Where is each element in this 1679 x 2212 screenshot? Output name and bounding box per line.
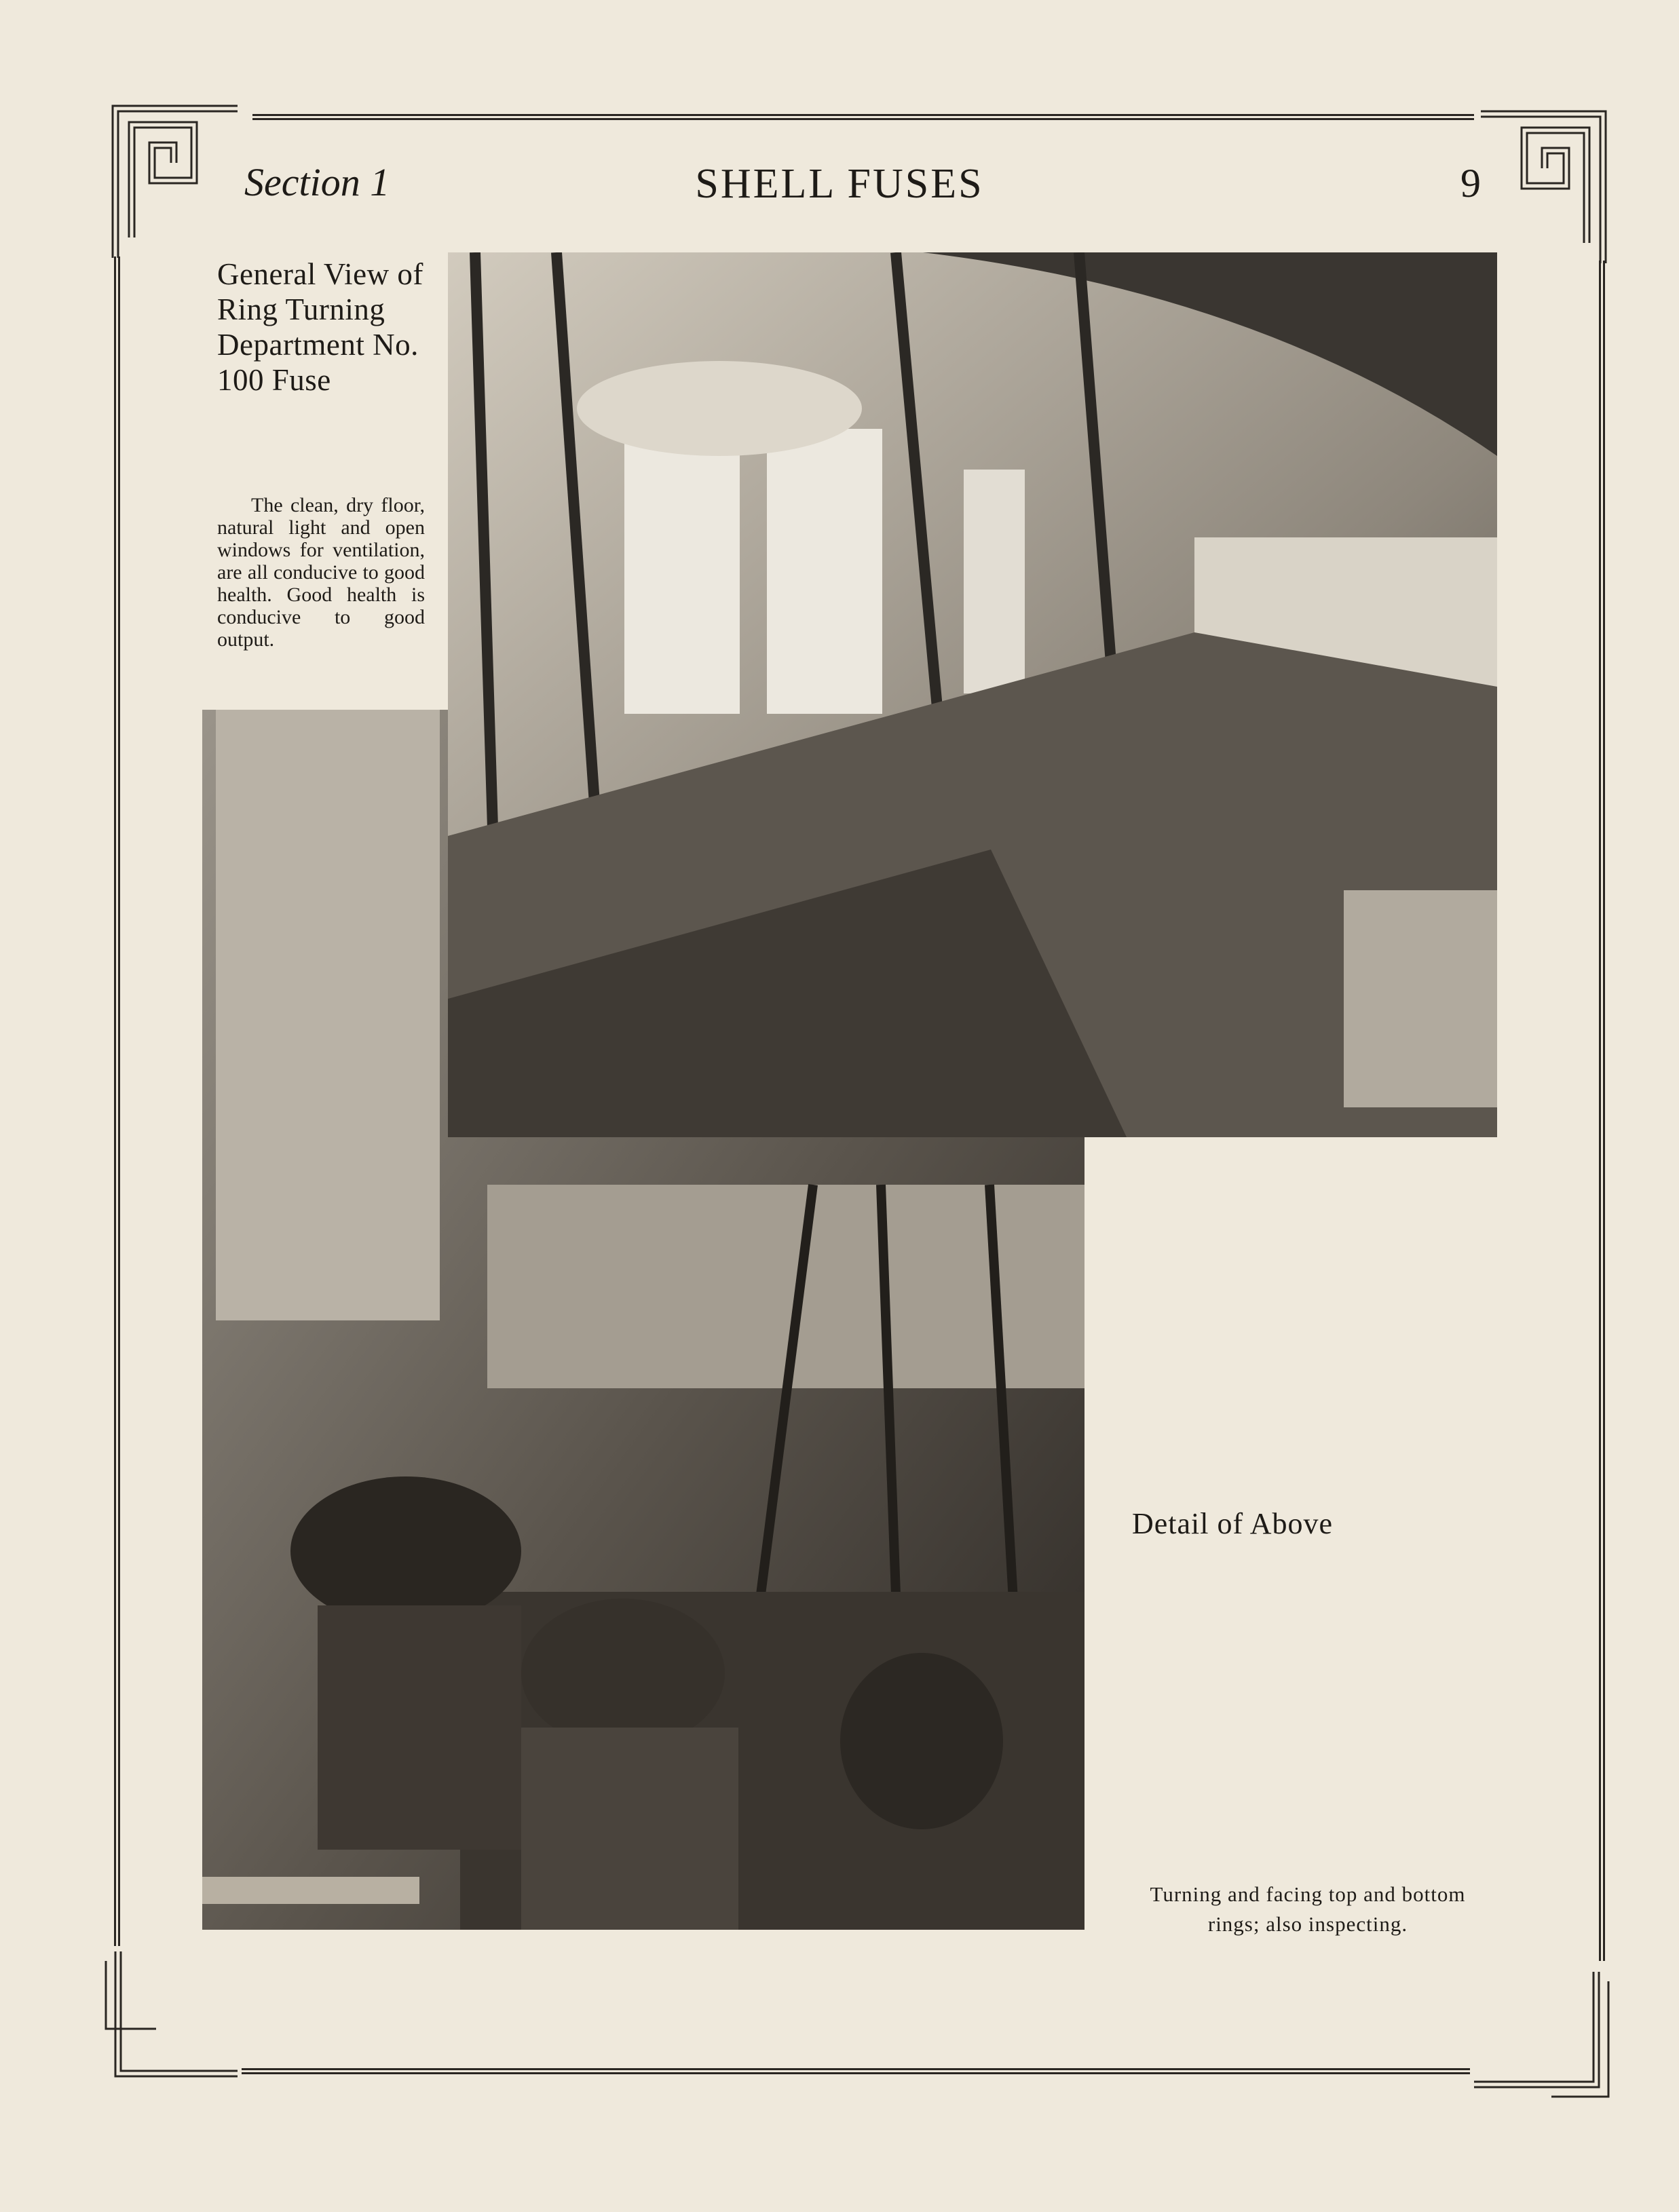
corner-ornament-bottom-right [1470,1968,1612,2103]
running-title: SHELL FUSES [695,161,984,207]
corner-ornament-bottom-left [102,1947,244,2083]
border-bottom-rule [242,2068,1470,2074]
figure-caption-text-general-view: The clean, dry floor, natural light and open windows for ventilation, are all conducive to good health. Good health is conducive to good output. [217,494,425,651]
photo-general-view-ring-turning [448,252,1497,1137]
figure-caption-title-detail: Detail of Above [1132,1507,1334,1540]
figure-caption-title-general-view: General View of Ring Turning Department No. 100 Fuse [217,257,423,397]
page-number: 9 [1460,161,1481,206]
border-top-rule [252,114,1474,120]
figure-caption-text-detail: Turning and facing top and bottom rings; also inspecting. [1150,1882,1466,1936]
section-label: Section 1 [244,160,390,204]
border-right-rule [1599,261,1605,1961]
border-left-rule [114,256,120,1946]
photo-general-view-image [448,252,1497,1137]
